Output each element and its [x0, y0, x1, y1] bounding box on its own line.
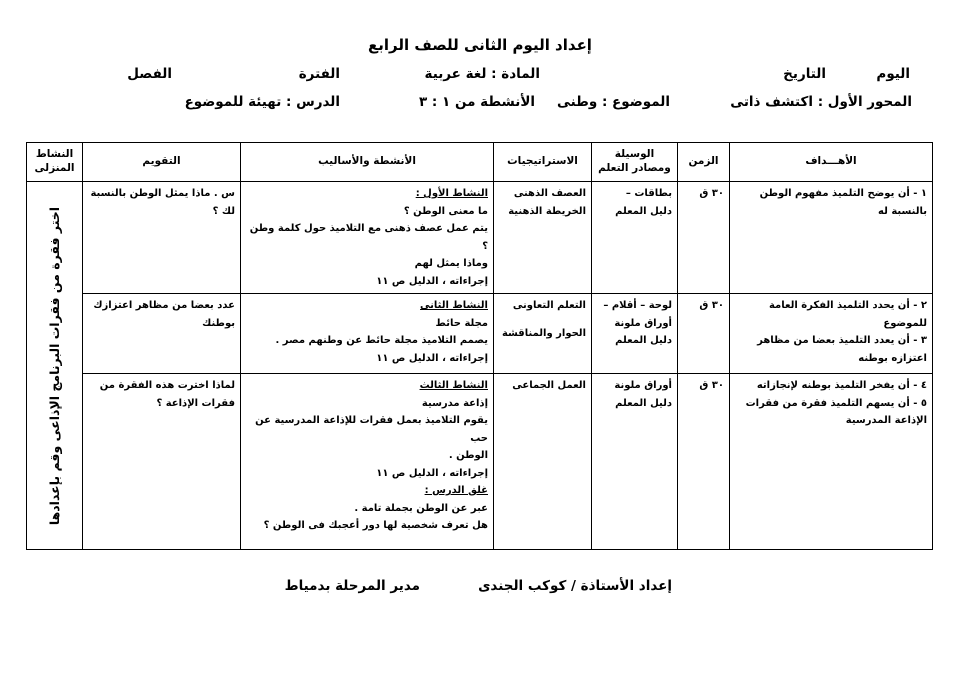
axis-label: المحور الأول : اكتشف ذاتى — [730, 94, 912, 110]
goals-cell: ٢ - أن يحدد التلميذ الفكرة العامة للموضوع ٣ - أن يعدد التلميذ بعضا من مظاهر اعتزازه بوطنه — [730, 294, 933, 374]
evaluation-cell: س . ماذا يمثل الوطن بالنسبة لك ؟ — [83, 182, 241, 294]
closing-title: غلق الدرس : — [424, 485, 488, 496]
day-label: اليوم — [876, 66, 910, 82]
goals-cell: ١ - أن يوضح التلميذ مفهوم الوطن بالنسبة له — [730, 182, 933, 294]
table-row — [27, 294, 933, 374]
lesson-plan-table — [26, 142, 933, 550]
activities-cell: النشاط الأول : ما معنى الوطن ؟ يتم عمل عصف ذهنى مع التلاميذ حول كلمة وطن ؟ وماذا يمثل لهم إجراءاته ، الدليل ص ١١ — [241, 182, 494, 294]
time-cell: ٣٠ ق — [678, 374, 730, 550]
header-activities: الأنشطة والأساليب — [241, 143, 494, 182]
resources-cell: بطاقات – دليل المعلم — [592, 182, 678, 294]
header-time: الزمن — [678, 143, 730, 182]
table-header-row — [27, 143, 933, 182]
header-evaluation: التقويم — [83, 143, 241, 182]
goals-cell: ٤ - أن يفخر التلميذ بوطنه لإنجازاته ٥ - أن يسهم التلميذ فقرة من فقرات الإذاعة المدرسية — [730, 374, 933, 550]
page-title: إعداد اليوم الثانى للصف الرابع — [368, 36, 592, 54]
header-homework: النشاط المنزلى — [27, 143, 83, 182]
class-label: الفصل — [127, 66, 172, 82]
homework-cell — [27, 182, 83, 550]
header-resources: الوسيلة ومصادر التعلم — [592, 143, 678, 182]
prepared-by: إعداد الأستاذة / كوكب الجندى — [478, 578, 672, 594]
table-row — [27, 182, 933, 294]
resources-cell: لوحة – أقلام – أوراق ملونة دليل المعلم — [592, 294, 678, 374]
homework-text: اختر فقرة من فقرات البرنامج الإذاعى وقم بإعدادها — [46, 206, 62, 525]
time-cell: ٣٠ ق — [678, 294, 730, 374]
evaluation-cell: لماذا اخترت هذه الفقرة من فقرات الإذاعة ؟ — [83, 374, 241, 550]
strategies-cell: العصف الذهنى الخريطة الذهنية — [494, 182, 592, 294]
resources-cell: أوراق ملونة دليل المعلم — [592, 374, 678, 550]
subject-label: المادة : لغة عربية — [424, 66, 540, 82]
date-label: التاريخ — [783, 66, 826, 82]
activity-title: النشاط الثانى — [420, 300, 488, 311]
topic-label: الموضوع : وطنى — [556, 94, 670, 110]
strategies-cell: العمل الجماعى — [494, 374, 592, 550]
header-strategies: الاستراتيجيات — [494, 143, 592, 182]
activities-range: الأنشطة من ١ : ٣ — [418, 94, 535, 110]
time-cell: ٣٠ ق — [678, 182, 730, 294]
manager: مدير المرحلة بدمياط — [284, 578, 420, 594]
evaluation-cell: عدد بعضا من مظاهر اعتزازك بوطنك — [83, 294, 241, 374]
lesson-label: الدرس : تهيئة للموضوع — [184, 94, 340, 110]
activity-title: النشاط الأول : — [415, 188, 488, 199]
activities-cell: النشاط الثالث إذاعة مدرسية يقوم التلاميذ بعمل فقرات للإذاعة المدرسية عن حب الوطن . إجراءاته ، الدليل ص ١١ غلق الدرس : عبر عن الوطن بجملة تامة . هل تعرف شخصية لها دور أعجبك فى الوطن ؟ — [241, 374, 494, 550]
activities-cell: النشاط الثانى مجلة حائط يصمم التلاميذ مجلة حائط عن وطنهم مصر . إجراءاته ، الدليل ص ١١ — [241, 294, 494, 374]
activity-title: النشاط الثالث — [419, 380, 488, 391]
strategies-cell: التعلم التعاونى الحوار والمناقشة — [494, 294, 592, 374]
period-label: الفترة — [298, 66, 340, 82]
header-goals: الأهـــداف — [730, 143, 933, 182]
table-row — [27, 374, 933, 550]
